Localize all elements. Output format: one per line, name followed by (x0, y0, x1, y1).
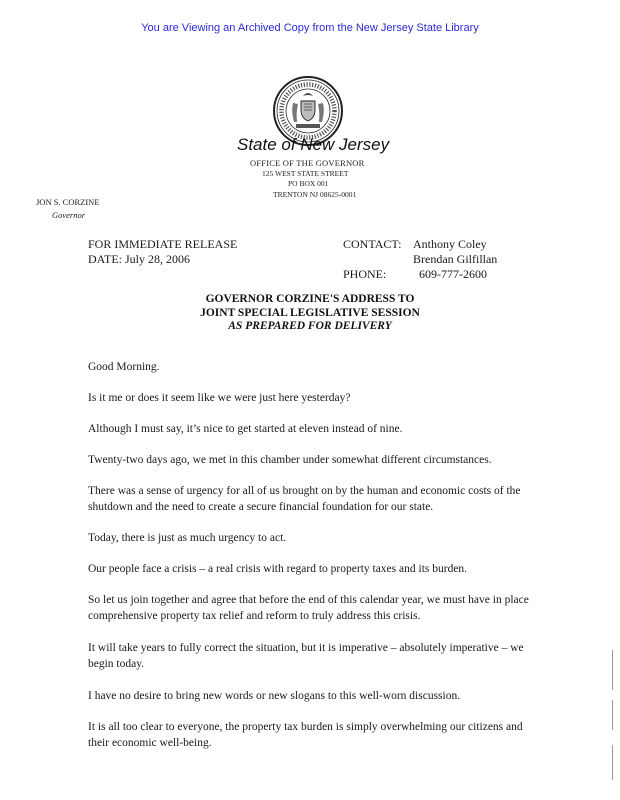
scan-artifact-line (612, 650, 613, 690)
governor-name: JON S. CORZINE (36, 197, 100, 207)
contact-row (343, 252, 497, 267)
office-line: PO BOX 001 (288, 179, 329, 188)
phone-row (343, 267, 497, 282)
speech-paragraph: It will take years to fully correct the situation, but it is imperative – absolutely imperative – we begin today. (88, 642, 524, 670)
office-line: OFFICE OF THE GOVERNOR (250, 158, 365, 168)
contact-spacer (343, 252, 413, 267)
speech-paragraph: It is all too clear to everyone, the property tax burden is simply overwhelming our citizens and their economic well-being. (88, 721, 523, 749)
date-label: DATE: (88, 252, 122, 266)
headline-line: JOINT SPECIAL LEGISLATIVE SESSION (200, 306, 420, 319)
speech-paragraph: Twenty-two days ago, we met in this chamber under somewhat different circumstances. (88, 454, 492, 466)
contact-label: CONTACT: (343, 237, 402, 251)
phone-value: 609-777-2600 (419, 267, 487, 281)
speech-paragraph: Our people face a crisis – a real crisis with regard to property taxes and its burden. (88, 563, 468, 575)
contact-info (343, 237, 497, 282)
contact-row (343, 237, 497, 252)
governor-signature-block (36, 196, 100, 222)
speech-paragraph: I have no desire to bring new words or new slogans to this well-worn discussion. (88, 690, 461, 702)
speech-paragraph: There was a sense of urgency for all of us brought on by the human and economic costs of the shutdown and the need to create a secure financial foundation for our state. (88, 485, 521, 513)
release-info (88, 237, 237, 267)
office-line: TRENTON NJ 08625-0001 (273, 189, 357, 199)
governor-title: Governor (52, 210, 86, 220)
headline-line: GOVERNOR CORZINE'S ADDRESS TO (205, 293, 415, 305)
release-date (88, 252, 237, 267)
speech-paragraph: So let us join together and agree that before the end of this calendar year, we must have in place comprehensive property tax relief and reform to truly address this crisis. (88, 594, 529, 622)
governor-office-address (250, 158, 410, 200)
date-value: July 28, 2006 (125, 252, 191, 266)
speech-paragraph: Today, there is just as much urgency to act. (88, 532, 287, 544)
speech-paragraph: Although I must say, it’s nice to get started at eleven instead of nine. (88, 423, 403, 435)
contact-name: Brendan Gilfillan (413, 252, 498, 266)
archive-banner: You are Viewing an Archived Copy from the New Jersey State Library (141, 22, 479, 34)
release-line: FOR IMMEDIATE RELEASE (88, 237, 238, 251)
scan-artifact-line (612, 700, 613, 730)
speech-paragraph: Good Morning. (88, 361, 160, 373)
office-line: 125 WEST STATE STREET (262, 168, 349, 178)
headline-subline: AS PREPARED FOR DELIVERY (228, 320, 392, 332)
contact-name: Anthony Coley (413, 237, 487, 251)
speech-paragraph: Is it me or does it seem like we were just here yesterday? (88, 392, 351, 404)
phone-label: PHONE: (343, 267, 387, 281)
scan-artifact-line (612, 745, 613, 780)
letterhead-state-name: State of New Jersey (237, 135, 390, 154)
press-headline (0, 293, 620, 334)
